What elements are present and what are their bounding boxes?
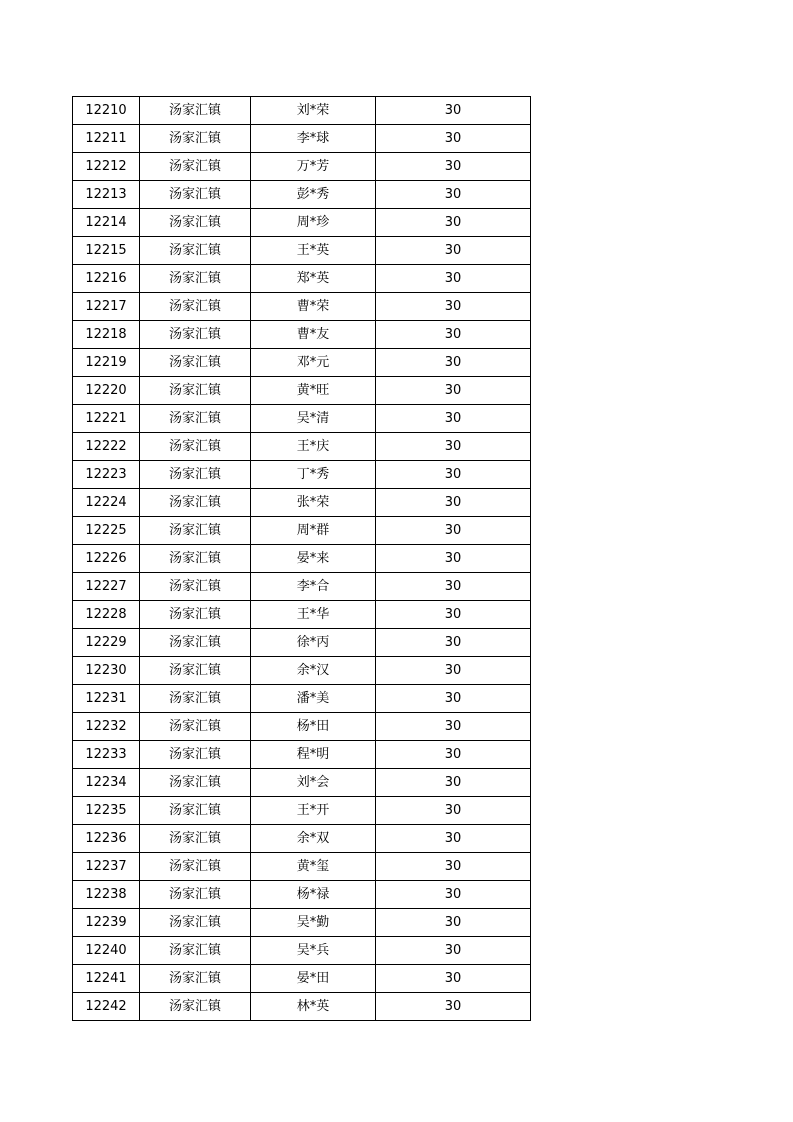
table-row [73,181,531,209]
person-name-cell: 曹*荣 [251,293,376,321]
town-cell: 汤家汇镇 [140,433,251,461]
row-id-cell: 12242 [73,993,140,1021]
town-cell: 汤家汇镇 [140,713,251,741]
amount-cell: 30 [376,321,531,349]
person-name-cell: 徐*丙 [251,629,376,657]
town-cell: 汤家汇镇 [140,237,251,265]
town-cell: 汤家汇镇 [140,97,251,125]
town-cell: 汤家汇镇 [140,377,251,405]
person-name-cell: 刘*荣 [251,97,376,125]
table-row [73,937,531,965]
table-row [73,377,531,405]
amount-cell: 30 [376,461,531,489]
table-row [73,909,531,937]
person-name-cell: 王*开 [251,797,376,825]
amount-cell: 30 [376,153,531,181]
row-id-cell: 12228 [73,601,140,629]
town-cell: 汤家汇镇 [140,769,251,797]
person-name-cell: 杨*田 [251,713,376,741]
row-id-cell: 12223 [73,461,140,489]
person-name-cell: 林*英 [251,993,376,1021]
town-cell: 汤家汇镇 [140,909,251,937]
row-id-cell: 12225 [73,517,140,545]
amount-cell: 30 [376,993,531,1021]
table-row [73,97,531,125]
person-name-cell: 王*庆 [251,433,376,461]
person-name-cell: 张*荣 [251,489,376,517]
table-row [73,629,531,657]
table-row [73,153,531,181]
person-name-cell: 黄*玺 [251,853,376,881]
row-id-cell: 12215 [73,237,140,265]
amount-cell: 30 [376,377,531,405]
amount-cell: 30 [376,265,531,293]
person-name-cell: 程*明 [251,741,376,769]
person-name-cell: 曹*友 [251,321,376,349]
amount-cell: 30 [376,405,531,433]
amount-cell: 30 [376,769,531,797]
town-cell: 汤家汇镇 [140,321,251,349]
table-row [73,741,531,769]
town-cell: 汤家汇镇 [140,405,251,433]
amount-cell: 30 [376,181,531,209]
table-row [73,461,531,489]
table-row [73,573,531,601]
table-row [73,237,531,265]
person-name-cell: 晏*田 [251,965,376,993]
town-cell: 汤家汇镇 [140,741,251,769]
town-cell: 汤家汇镇 [140,209,251,237]
table-row [73,881,531,909]
amount-cell: 30 [376,489,531,517]
person-name-cell: 郑*英 [251,265,376,293]
person-name-cell: 晏*来 [251,545,376,573]
row-id-cell: 12220 [73,377,140,405]
table-row [73,405,531,433]
person-name-cell: 李*合 [251,573,376,601]
row-id-cell: 12230 [73,657,140,685]
row-id-cell: 12227 [73,573,140,601]
amount-cell: 30 [376,937,531,965]
amount-cell: 30 [376,125,531,153]
table-row [73,965,531,993]
row-id-cell: 12224 [73,489,140,517]
row-id-cell: 12231 [73,685,140,713]
row-id-cell: 12239 [73,909,140,937]
table-row [73,321,531,349]
person-name-cell: 杨*禄 [251,881,376,909]
town-cell: 汤家汇镇 [140,629,251,657]
town-cell: 汤家汇镇 [140,545,251,573]
person-name-cell: 万*芳 [251,153,376,181]
table-row [73,797,531,825]
person-name-cell: 邓*元 [251,349,376,377]
person-name-cell: 吴*清 [251,405,376,433]
row-id-cell: 12241 [73,965,140,993]
person-name-cell: 周*群 [251,517,376,545]
row-id-cell: 12233 [73,741,140,769]
person-name-cell: 吴*勤 [251,909,376,937]
amount-cell: 30 [376,349,531,377]
row-id-cell: 12213 [73,181,140,209]
town-cell: 汤家汇镇 [140,601,251,629]
row-id-cell: 12234 [73,769,140,797]
person-name-cell: 余*双 [251,825,376,853]
row-id-cell: 12226 [73,545,140,573]
amount-cell: 30 [376,881,531,909]
town-cell: 汤家汇镇 [140,853,251,881]
amount-cell: 30 [376,685,531,713]
amount-cell: 30 [376,853,531,881]
town-cell: 汤家汇镇 [140,573,251,601]
amount-cell: 30 [376,237,531,265]
table-row [73,265,531,293]
amount-cell: 30 [376,601,531,629]
amount-cell: 30 [376,545,531,573]
amount-cell: 30 [376,657,531,685]
town-cell: 汤家汇镇 [140,181,251,209]
table-row [73,601,531,629]
row-id-cell: 12238 [73,881,140,909]
table-row [73,993,531,1021]
person-name-cell: 潘*美 [251,685,376,713]
town-cell: 汤家汇镇 [140,797,251,825]
person-name-cell: 吴*兵 [251,937,376,965]
town-cell: 汤家汇镇 [140,685,251,713]
table-row [73,853,531,881]
person-name-cell: 周*珍 [251,209,376,237]
town-cell: 汤家汇镇 [140,881,251,909]
town-cell: 汤家汇镇 [140,489,251,517]
row-id-cell: 12237 [73,853,140,881]
table-row [73,209,531,237]
amount-cell: 30 [376,825,531,853]
town-cell: 汤家汇镇 [140,657,251,685]
row-id-cell: 12214 [73,209,140,237]
town-cell: 汤家汇镇 [140,293,251,321]
row-id-cell: 12211 [73,125,140,153]
table-row [73,349,531,377]
town-cell: 汤家汇镇 [140,153,251,181]
row-id-cell: 12235 [73,797,140,825]
roster-table [72,96,531,1021]
town-cell: 汤家汇镇 [140,265,251,293]
town-cell: 汤家汇镇 [140,349,251,377]
amount-cell: 30 [376,797,531,825]
person-name-cell: 黄*旺 [251,377,376,405]
table-row [73,545,531,573]
town-cell: 汤家汇镇 [140,461,251,489]
town-cell: 汤家汇镇 [140,125,251,153]
row-id-cell: 12232 [73,713,140,741]
row-id-cell: 12229 [73,629,140,657]
table-row [73,433,531,461]
town-cell: 汤家汇镇 [140,825,251,853]
amount-cell: 30 [376,209,531,237]
amount-cell: 30 [376,433,531,461]
row-id-cell: 12236 [73,825,140,853]
row-id-cell: 12217 [73,293,140,321]
person-name-cell: 王*华 [251,601,376,629]
person-name-cell: 刘*会 [251,769,376,797]
amount-cell: 30 [376,713,531,741]
table-row [73,293,531,321]
table-row [73,657,531,685]
person-name-cell: 余*汉 [251,657,376,685]
amount-cell: 30 [376,517,531,545]
amount-cell: 30 [376,97,531,125]
row-id-cell: 12222 [73,433,140,461]
person-name-cell: 彭*秀 [251,181,376,209]
table-row [73,125,531,153]
table-row [73,825,531,853]
amount-cell: 30 [376,965,531,993]
amount-cell: 30 [376,573,531,601]
table-row [73,769,531,797]
row-id-cell: 12212 [73,153,140,181]
table-row [73,489,531,517]
row-id-cell: 12240 [73,937,140,965]
amount-cell: 30 [376,629,531,657]
table-row [73,517,531,545]
person-name-cell: 王*英 [251,237,376,265]
roster-table-body [73,97,531,1021]
row-id-cell: 12216 [73,265,140,293]
row-id-cell: 12219 [73,349,140,377]
row-id-cell: 12221 [73,405,140,433]
table-row [73,685,531,713]
town-cell: 汤家汇镇 [140,517,251,545]
amount-cell: 30 [376,909,531,937]
town-cell: 汤家汇镇 [140,993,251,1021]
row-id-cell: 12210 [73,97,140,125]
amount-cell: 30 [376,741,531,769]
town-cell: 汤家汇镇 [140,965,251,993]
row-id-cell: 12218 [73,321,140,349]
person-name-cell: 李*球 [251,125,376,153]
town-cell: 汤家汇镇 [140,937,251,965]
table-row [73,713,531,741]
amount-cell: 30 [376,293,531,321]
person-name-cell: 丁*秀 [251,461,376,489]
